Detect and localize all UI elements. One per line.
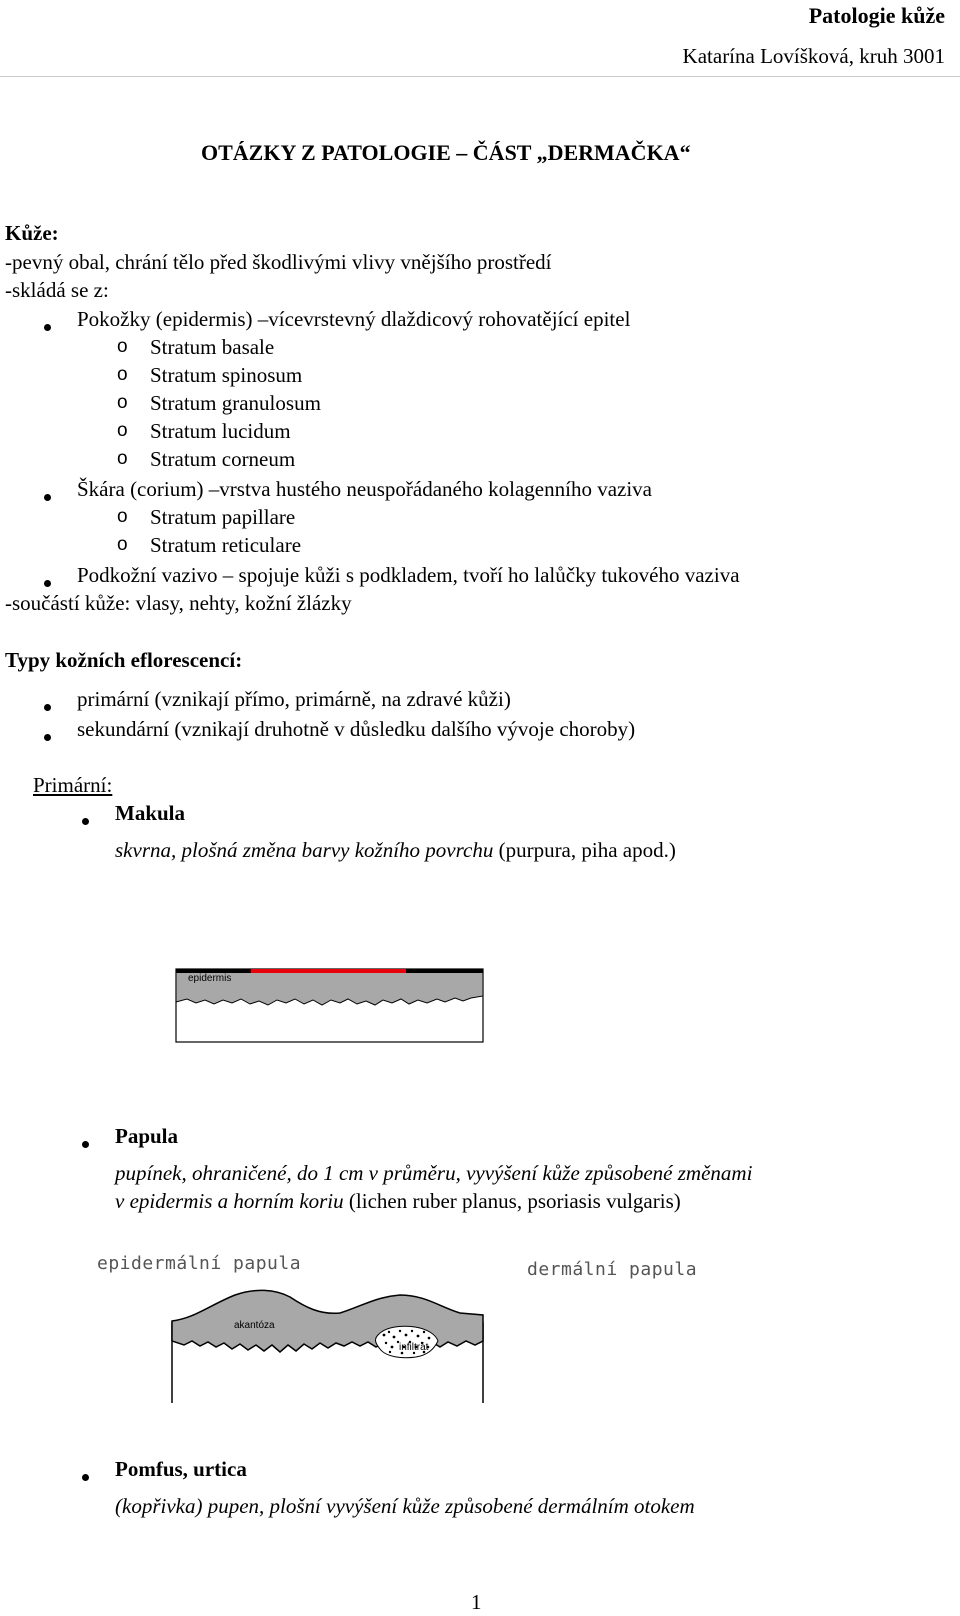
- skin-appendages: -součástí kůže: vlasy, nehty, kožní žlázky: [5, 591, 352, 615]
- efflorescence-item-secondary: sekundární (vznikají druhotně v důsledku dalšího vývoje choroby): [77, 717, 636, 741]
- bullet-icon: [82, 1141, 89, 1148]
- layer-epidermis-sub-1: Stratum basale: [150, 335, 275, 359]
- header-title: Patologie kůže: [808, 3, 945, 28]
- skin-heading: Kůže:: [5, 221, 59, 245]
- efflorescence-item-primary: primární (vznikají přímo, primárně, na zdravé kůži): [77, 687, 511, 711]
- efflorescence-heading: Typy kožních eflorescencí:: [5, 648, 243, 672]
- label-acanthosis: akantóza: [234, 1320, 275, 1331]
- sub-bullet-icon: o: [117, 420, 128, 441]
- skin-line-1: -pevný obal, chrání tělo před škodlivými vlivy vnějšího prostředí: [5, 250, 552, 274]
- layer-epidermis-sub-4: Stratum lucidum: [150, 419, 291, 443]
- bullet-icon: [44, 324, 51, 331]
- layer-subcutis: Podkožní vazivo – spojuje kůži s podkladem, tvoří ho lalůčky tukového vaziva: [77, 563, 740, 587]
- bullet-icon: [44, 494, 51, 501]
- layer-epidermis-sub-2: Stratum spinosum: [150, 363, 303, 387]
- layer-corium-sub-1: Stratum papillare: [150, 505, 296, 529]
- papula-desc-line1: pupínek, ohraničené, do 1 cm v průměru, vyvýšení kůže způsobené změnami: [115, 1161, 753, 1185]
- sub-bullet-icon: o: [117, 392, 128, 413]
- pomfus-description: (kopřivka) pupen, plošní vyvýšení kůže způsobené dermálním otokem: [115, 1494, 695, 1518]
- layer-corium: Škára (corium) –vrstva hustého neuspořádaného kolagenního vaziva: [77, 477, 652, 501]
- header-divider: [0, 76, 960, 77]
- primary-heading: Primární:: [33, 773, 113, 797]
- document-title: OTÁZKY Z PATOLOGIE – ČÁST „DERMAČKA“: [201, 140, 691, 165]
- macula-red-patch: [251, 969, 406, 973]
- pomfus-name: Pomfus, urtica: [115, 1457, 247, 1481]
- makula-desc-italic: skvrna, plošná změna barvy kožního povrchu: [115, 838, 494, 862]
- bullet-icon: [82, 818, 89, 825]
- bullet-icon: [82, 1474, 89, 1481]
- papula-diagram: [170, 1285, 485, 1405]
- makula-epidermis-label: epidermis: [188, 973, 232, 984]
- sub-bullet-icon: o: [117, 506, 128, 527]
- label-infiltrate: infiltrát: [399, 1342, 429, 1353]
- surface-line-right: [406, 969, 483, 973]
- papula-name: Papula: [115, 1124, 179, 1148]
- label-epidermal-papula: epidermální papula: [97, 1253, 302, 1274]
- sub-bullet-icon: o: [117, 364, 128, 385]
- papula-desc-line2-normal: (lichen ruber planus, psoriasis vulgaris): [343, 1189, 681, 1213]
- layer-corium-sub-2: Stratum reticulare: [150, 533, 302, 557]
- makula-desc-normal: (purpura, piha apod.): [493, 838, 676, 862]
- sub-bullet-icon: o: [117, 336, 128, 357]
- sub-bullet-icon: o: [117, 448, 128, 469]
- layer-epidermis: Pokožky (epidermis) –vícevrstevný dlaždicový rohovatějící epitel: [77, 307, 631, 331]
- sub-bullet-icon: o: [117, 534, 128, 555]
- bullet-icon: [44, 580, 51, 587]
- label-dermal-papula: dermální papula: [527, 1259, 698, 1280]
- layer-epidermis-sub-5: Stratum corneum: [150, 447, 296, 471]
- makula-name: Makula: [115, 801, 186, 825]
- page-number: 1: [471, 1590, 482, 1614]
- skin-line-2: -skládá se z:: [5, 278, 109, 302]
- layer-epidermis-sub-3: Stratum granulosum: [150, 391, 321, 415]
- papula-desc-line2-italic: v epidermis a horním koriu: [115, 1189, 344, 1213]
- header-author: Katarína Lovíšková, kruh 3001: [682, 44, 945, 68]
- bullet-icon: [44, 704, 51, 711]
- papula-desc-line2: [115, 1187, 681, 1215]
- bullet-icon: [44, 734, 51, 741]
- makula-description: [115, 836, 676, 864]
